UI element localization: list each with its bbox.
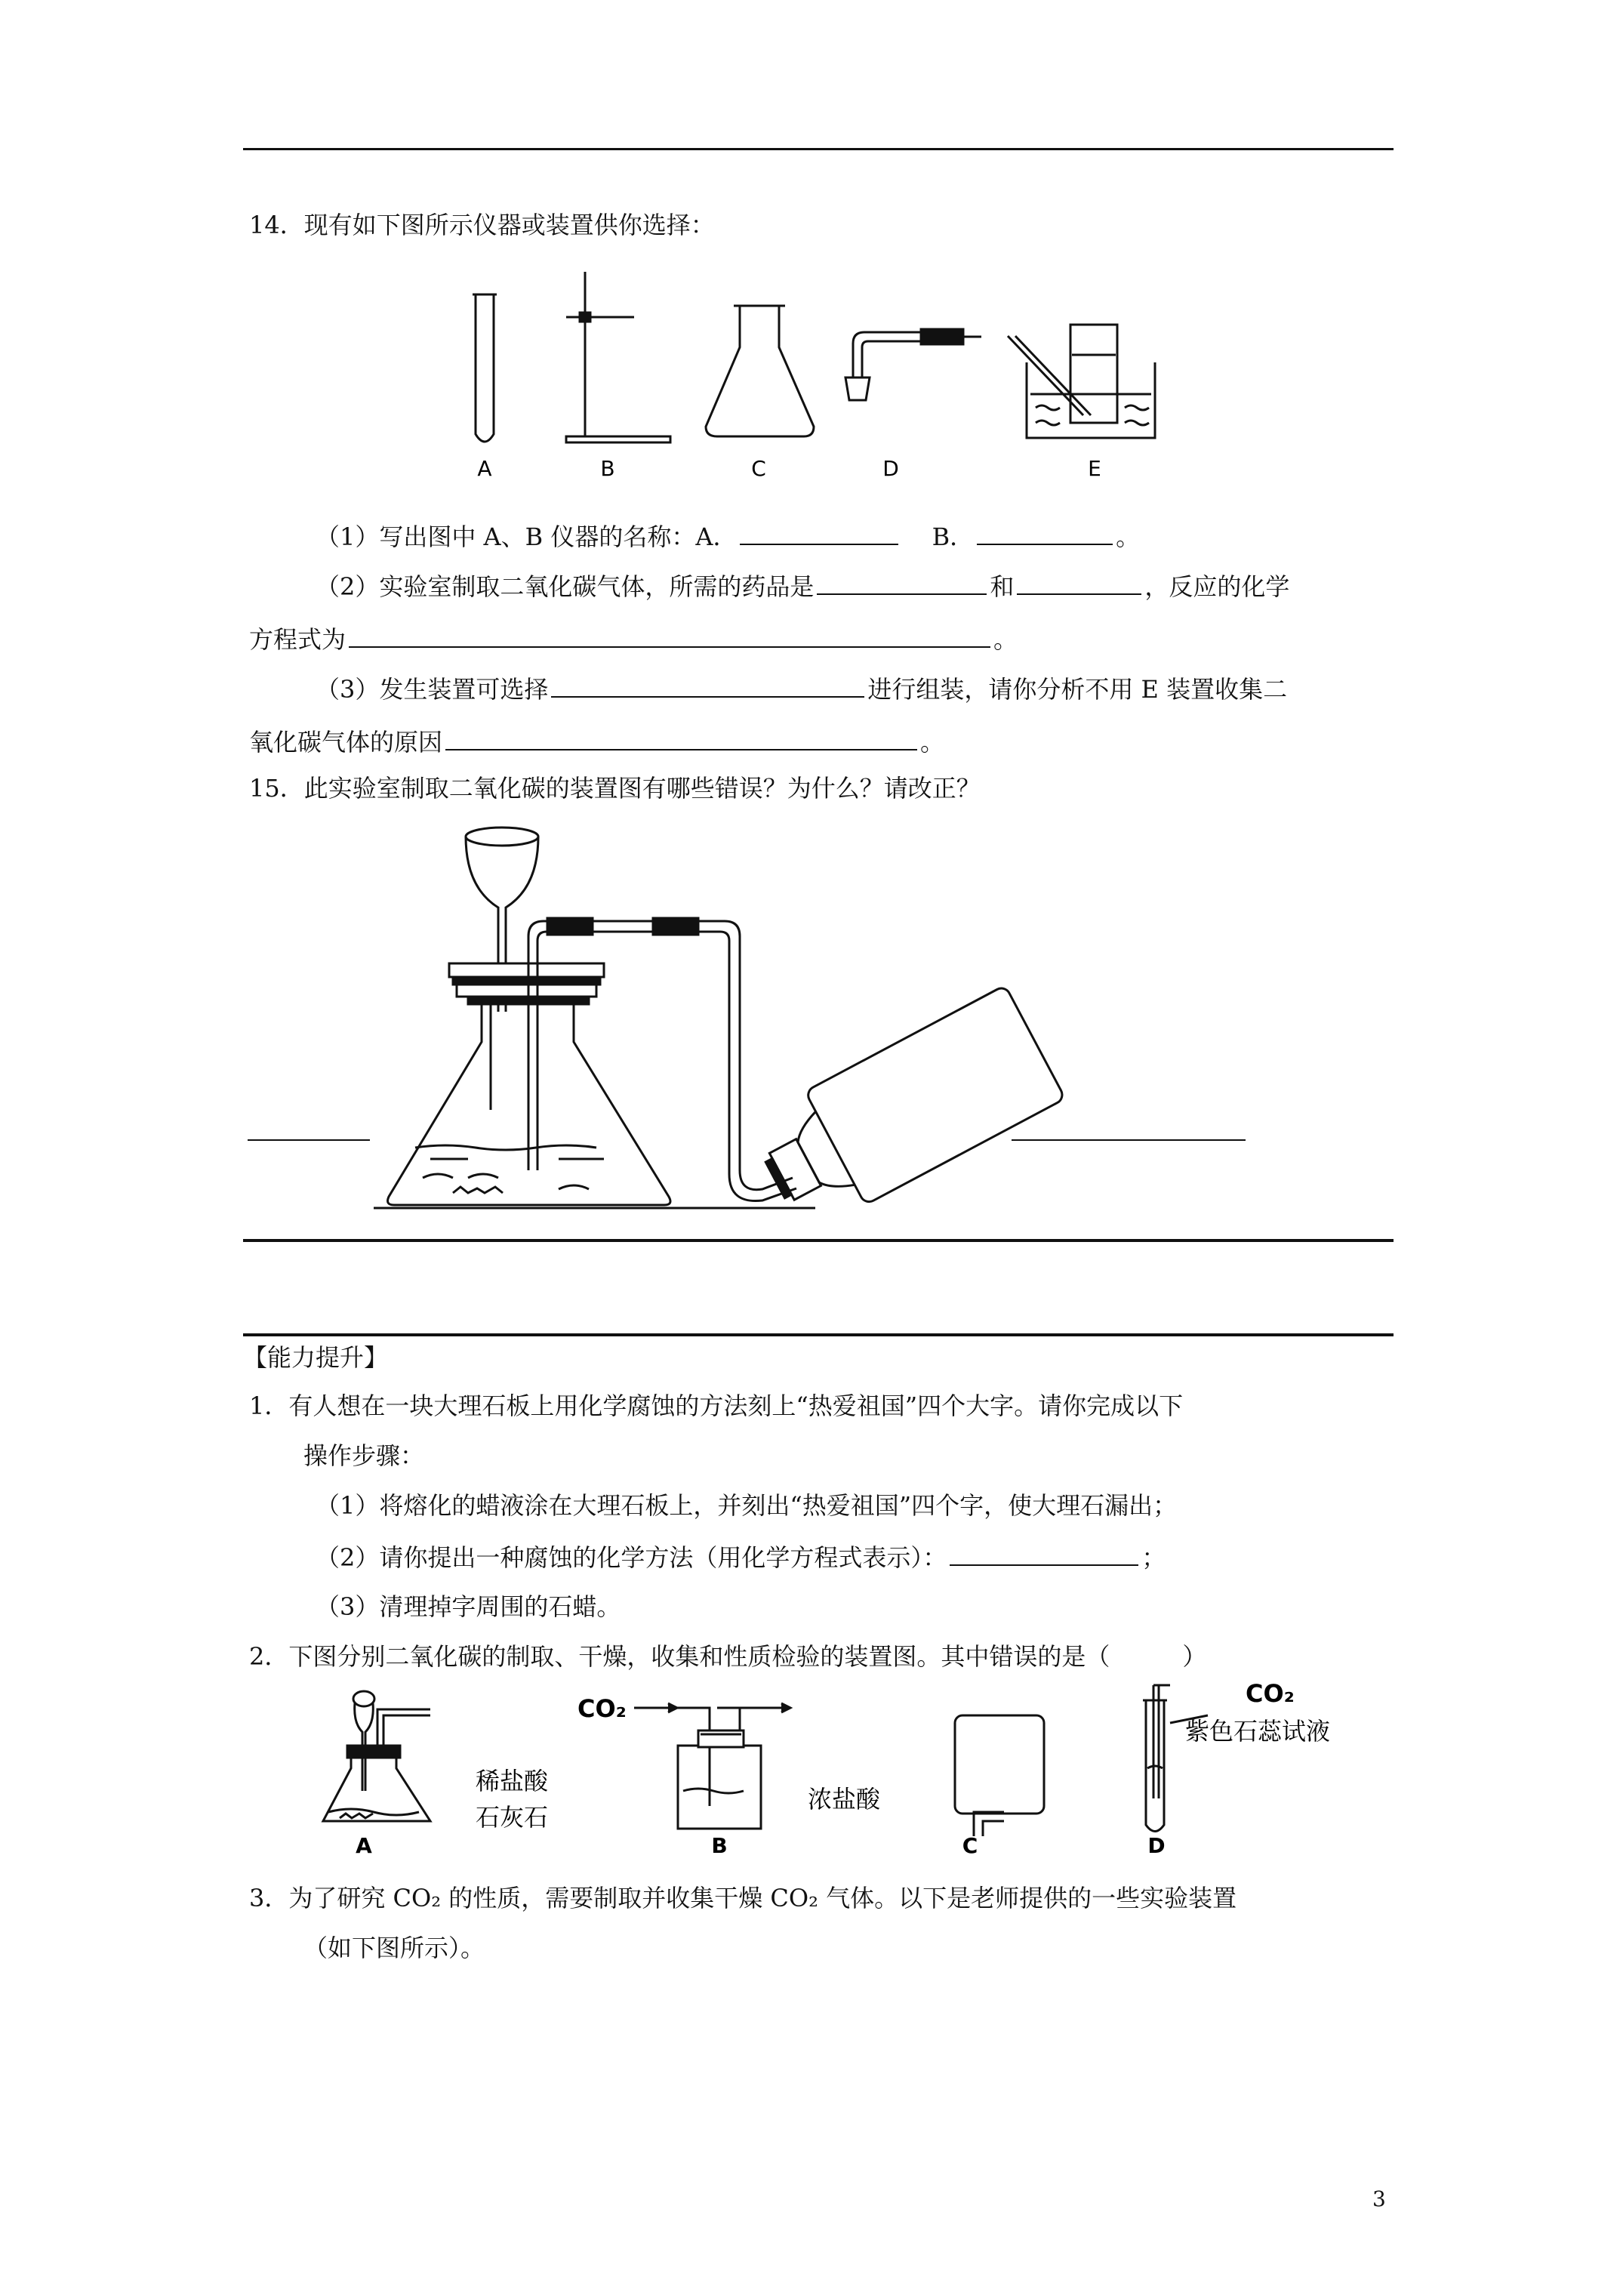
- q14-part3b: 氧化碳气体的原因 。: [249, 723, 944, 759]
- page-number: 3: [1372, 2187, 1386, 2211]
- label-c: C: [751, 456, 766, 481]
- ability-q1-step3: （3）清理掉字周围的石蜡。: [316, 1592, 621, 1621]
- blank-reason[interactable]: [445, 723, 917, 750]
- fig-label-d: D: [1147, 1833, 1166, 1858]
- blank-drug1[interactable]: [817, 568, 987, 595]
- label-d: D: [882, 456, 899, 481]
- q14-part2: （2）实验室制取二氧化碳气体，所需的药品是 和 ，反应的化学: [316, 568, 1289, 603]
- co2-label-b: CO₂: [577, 1694, 627, 1723]
- q14-part3: （3）发生装置可选择 进行组装，请你分析不用 E 装置收集二: [316, 670, 1287, 706]
- ability-q1-step2: （2）请你提出一种腐蚀的化学方法（用化学方程式表示）： ；: [316, 1539, 1166, 1574]
- blank-drug2[interactable]: [1017, 568, 1141, 595]
- fig-label-a: A: [356, 1833, 372, 1858]
- conical-flask-icon: [706, 306, 814, 436]
- top-rule: [243, 148, 1394, 150]
- ability-q1-line1: 1．有人想在一块大理石板上用化学腐蚀的方法刻上“热爱祖国”四个大字。请你完成以下: [249, 1391, 1184, 1420]
- q14-title: 14．现有如下图所示仪器或装置供你选择：: [249, 211, 715, 239]
- section-rule-1: [243, 1239, 1394, 1242]
- test-tube-icon: [473, 294, 497, 442]
- apparatus-d-icon: [1143, 1685, 1208, 1832]
- q2-apparatus-figure: [317, 1678, 1374, 1859]
- fig-label-b: B: [711, 1833, 728, 1858]
- label-b: B: [600, 456, 615, 481]
- blank-device[interactable]: [551, 670, 864, 698]
- fig-label-c: C: [962, 1833, 978, 1858]
- water-trough-icon: [1008, 325, 1155, 438]
- stopper-tube-icon: [845, 329, 981, 400]
- q15-title: 15．此实验室制取二氧化碳的装置图有哪些错误？为什么？请改正？: [249, 774, 981, 803]
- label-e: E: [1088, 456, 1101, 481]
- q14-part2b: 方程式为 。: [249, 621, 1018, 656]
- section-rule-2: [243, 1333, 1394, 1336]
- iron-stand-icon: [566, 272, 670, 442]
- blank-equation[interactable]: [349, 621, 990, 648]
- ability-q3-line2: （如下图所示）。: [303, 1934, 485, 1962]
- label-a: A: [477, 456, 492, 481]
- blank-a[interactable]: [740, 518, 898, 545]
- limestone-label: 石灰石: [476, 1803, 549, 1832]
- ability-q3-line1: 3．为了研究 CO₂ 的性质，需要制取并收集干燥 CO₂ 气体。以下是老师提供的一些实验装置: [249, 1884, 1237, 1912]
- conc-hcl-label: 浓盐酸: [808, 1785, 881, 1814]
- blank-corrosion-equation[interactable]: [950, 1539, 1138, 1566]
- apparatus-a-icon: [323, 1691, 430, 1821]
- q15-apparatus-figure: [242, 815, 1268, 1223]
- co2-label-d: CO₂: [1246, 1679, 1295, 1708]
- ability-heading: 【能力提升】: [243, 1343, 389, 1372]
- blank-b[interactable]: [977, 518, 1113, 545]
- q14-apparatus-figure: [453, 264, 1178, 483]
- ability-q2-text: 2．下图分别二氧化碳的制取、干燥，收集和性质检验的装置图。其中错误的是（ ）: [249, 1642, 1207, 1671]
- ability-q1-step1: （1）将熔化的蜡液涂在大理石板上，并刻出“热爱祖国”四个字，使大理石漏出；: [316, 1491, 1178, 1520]
- ability-q1-line2: 操作步骤：: [303, 1441, 425, 1470]
- q14-part1: （1）写出图中 A、B 仪器的名称：A． B． 。: [316, 518, 1140, 553]
- dilute-hcl-label: 稀盐酸: [476, 1767, 549, 1795]
- litmus-label: 紫色石蕊试液: [1185, 1717, 1331, 1746]
- apparatus-b-icon: [634, 1703, 790, 1829]
- apparatus-c-icon: [955, 1715, 1044, 1836]
